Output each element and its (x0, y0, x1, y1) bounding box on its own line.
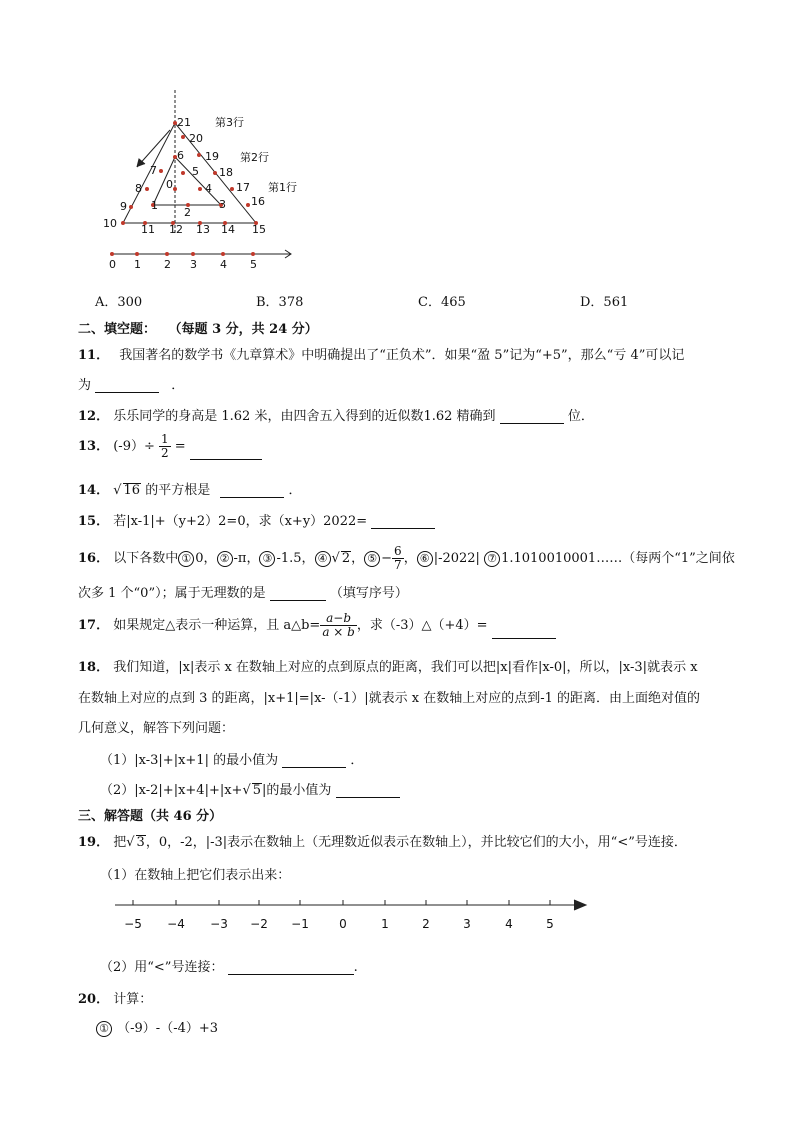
q15 (78, 510, 435, 529)
q14-tail: ． (288, 483, 302, 498)
section2-heading (78, 318, 318, 337)
q16-mark-4: ④ (315, 551, 331, 567)
q16-line2-tail: （填写序号） (329, 586, 408, 601)
q20-item1 (96, 1017, 218, 1037)
q17 (78, 612, 556, 639)
q19-number: 19． (78, 835, 110, 850)
q19-tick-m1: −1 (291, 917, 309, 931)
q12-answer-blank[interactable] (500, 409, 564, 424)
q16-mark-2: ② (217, 551, 233, 567)
row-label-2: 第2行 (240, 151, 269, 164)
triangle-number-figure (95, 85, 305, 270)
q18-sub2-sqrt: √ 5 (242, 783, 262, 798)
q16-mark-7: ⑦ (484, 551, 500, 567)
q17-post: ，求（-3）△（+4）= (356, 618, 488, 633)
q13-number: 13． (78, 439, 110, 454)
q16-number: 16． (78, 551, 110, 566)
q15-number: 15． (78, 514, 110, 529)
q13-fraction (159, 433, 171, 460)
q19-text: ，0，-2，|-3|表示在数轴上（无理数近似表示在数轴上），并比较它们的大小，用“<”号连接． (145, 835, 687, 850)
q14-number: 14． (78, 483, 110, 498)
q20 (78, 988, 152, 1007)
fig-num-5: 5 (192, 165, 199, 178)
q19-radicand: 3 (136, 835, 145, 850)
q18-sub1 (100, 749, 363, 768)
q12 (78, 405, 594, 424)
q18-sub2-pre: （2）|x-2|+|x+4|+|x+ (100, 783, 243, 798)
fig-num-15: 15 (252, 223, 266, 236)
fig-num-13: 13 (196, 223, 210, 236)
fig-num-4: 4 (205, 182, 212, 195)
q13-answer-blank[interactable] (190, 445, 262, 460)
q19-tick-m3: −3 (210, 917, 228, 931)
fig-axis-2: 2 (164, 258, 171, 270)
section2-title: 二、填空题： (78, 322, 157, 337)
q16-item-4: ， (351, 551, 365, 566)
fig-num-12: 12 (169, 223, 183, 236)
q17-number: 17． (78, 618, 110, 633)
q20-item1-text: （-9）-（-4）+3 (117, 1021, 219, 1036)
q15-text: 若|x-1|+（y+2）2=0，求（x+y）2022= (113, 514, 368, 529)
q18-number: 18． (78, 660, 110, 675)
q19-tick-m2: −2 (250, 917, 268, 931)
q19-sub2 (100, 956, 358, 975)
q16-fraction (392, 545, 404, 572)
q13 (78, 433, 262, 460)
q20-number: 20． (78, 992, 110, 1007)
fig-axis-4: 4 (220, 258, 227, 270)
q12-text: 乐乐同学的身高是 1.62 米，由四舍五入得到的近似数1.62 精确到 (113, 409, 496, 424)
row-label-1: 第1行 (268, 181, 297, 194)
fig-num-20: 20 (189, 132, 203, 145)
q18-sub2 (100, 779, 400, 798)
q11-number: 11． (78, 348, 110, 363)
q19-number-line[interactable] (110, 893, 600, 943)
fig-num-7: 7 (150, 164, 157, 177)
q19-pre: 把 (113, 835, 127, 850)
fig-num-2: 2 (184, 206, 191, 219)
q16-item-5-sign: − (381, 551, 393, 566)
q14-sqrt: √ 16 (113, 483, 141, 498)
fig-num-14: 14 (221, 223, 235, 236)
q13-frac-den: 2 (161, 446, 169, 460)
q16-item-1: 0， (195, 551, 217, 566)
q16-item-5-comma: ， (403, 551, 417, 566)
q17-frac-num: a−b (320, 612, 357, 626)
q18-sub1-tail: ． (350, 753, 364, 768)
q16-item-4-sqrt: √ 2 (331, 551, 351, 566)
q18-line3: 几何意义，解答下列问题： (78, 721, 235, 736)
q10-option-b[interactable]: B．378 (256, 295, 304, 310)
q19-tick-1: 1 (381, 917, 389, 931)
fig-axis-5: 5 (250, 258, 257, 270)
q19-tick-2: 2 (422, 917, 430, 931)
fig-num-17: 17 (236, 181, 250, 194)
q14-text: 的平方根是 (145, 483, 211, 498)
q19-tick-4: 4 (505, 917, 513, 931)
row-label-3: 第3行 (215, 116, 244, 129)
q17-fraction (320, 612, 357, 639)
q12-number: 12． (78, 409, 110, 424)
q19-tick-3: 3 (463, 917, 471, 931)
fig-num-21: 21 (177, 116, 191, 129)
fig-num-3: 3 (219, 198, 226, 211)
q18-line1: 我们知道，|x|表示 x 在数轴上对应的点到原点的距离，我们可以把|x|看作|x-0|，所以，|x-3|就表示 x (113, 660, 698, 675)
q14-answer-blank[interactable] (220, 483, 284, 498)
q16-mark-1: ① (178, 551, 194, 567)
q19-sub2-text: （2）用“<”号连接： (100, 960, 224, 975)
q19-sub1: （1）在数轴上把它们表示出来： (100, 868, 291, 883)
q19-tick-m4: −4 (167, 917, 185, 931)
q19-sub2-tail: . (353, 960, 358, 975)
q13-post: = (174, 439, 186, 454)
q18-sub2-post: |的最小值为 (262, 783, 332, 798)
fig-num-10: 10 (103, 217, 117, 230)
q16-frac-den: 7 (394, 558, 402, 572)
q18-sub1-text: （1）|x-3|+|x+1| 的最小值为 (100, 753, 279, 768)
fig-num-18: 18 (219, 166, 233, 179)
q16-mark-5: ⑤ (364, 551, 380, 567)
q16-radicand: 2 (341, 551, 351, 566)
q13-pre: (-9）÷ (113, 439, 155, 454)
q12-tail: 位． (567, 409, 594, 424)
fig-axis-0: 0 (109, 258, 116, 270)
q20-text: 计算： (113, 992, 153, 1007)
q17-pre: 如果规定△表示一种运算，且 a△b= (113, 618, 321, 633)
fig-num-0: 0 (166, 178, 173, 191)
q18-sub2-blank[interactable] (336, 783, 400, 798)
fig-num-16: 16 (251, 195, 265, 208)
q16-item-7: 1.1010010001……（每两个“1”之间依 (501, 551, 735, 566)
q16-line2-text: 次多 1 个“0”）；属于无理数的是 (78, 586, 266, 601)
q19-tick-5: 5 (546, 917, 554, 931)
q10-option-d[interactable]: D．561 (580, 295, 629, 310)
fig-num-19: 19 (205, 150, 219, 163)
q16 (78, 545, 735, 572)
q18 (78, 656, 698, 675)
q16-item-6: |-2022| (433, 551, 480, 566)
q16-frac-num: 6 (394, 544, 402, 558)
q11-line2 (78, 374, 184, 393)
q11-answer-blank[interactable] (95, 378, 159, 393)
q16-pre: 以下各数中 (113, 551, 179, 566)
fig-num-11: 11 (141, 223, 155, 236)
q18-sub1-blank[interactable] (282, 753, 346, 768)
q18-sub2-radicand: 5 (252, 783, 262, 798)
q13-frac-num: 1 (161, 432, 169, 446)
fig-num-1: 1 (151, 199, 158, 212)
q19-sub2-blank[interactable] (228, 960, 354, 975)
q19-tick-m5: −5 (124, 917, 142, 931)
fig-num-6: 6 (177, 149, 184, 162)
q11-text: 我国著名的数学书《九章算术》中明确提出了“正负术”．如果“盈 5”记为“+5”，那么“亏 4”可以记 (119, 348, 685, 363)
q16-mark-6: ⑥ (417, 551, 433, 567)
fig-num-9: 9 (120, 200, 127, 213)
q16-answer-blank[interactable] (270, 586, 326, 601)
section2-note: （每题 3 分，共 24 分） (168, 322, 318, 337)
q10-option-a[interactable]: A．300 (95, 295, 143, 310)
q20-item1-mark: ① (96, 1021, 112, 1037)
q17-frac-den: a × b (322, 625, 355, 639)
fig-num-8: 8 (135, 182, 142, 195)
q16-item-3: -1.5， (276, 551, 315, 566)
q16-mark-3: ③ (259, 551, 275, 567)
q15-answer-blank[interactable] (371, 514, 435, 529)
q11-tail: ． (171, 378, 185, 393)
q10-option-c[interactable]: C．465 (418, 295, 466, 310)
q14-radicand: 16 (123, 483, 141, 498)
fig-axis-1: 1 (134, 258, 141, 270)
q11-prefix: 为 (78, 378, 92, 393)
fig-axis-3: 3 (190, 258, 197, 270)
q19-tick-0: 0 (339, 917, 347, 931)
q19-sqrt: √ 3 (126, 835, 145, 850)
q11 (78, 344, 684, 363)
q16-line2 (78, 582, 408, 601)
q16-item-2: -π， (233, 551, 260, 566)
q14 (78, 479, 302, 498)
section3-title: 三、解答题（共 46 分） (78, 809, 223, 824)
q18-line2: 在数轴上对应的点到 3 的距离，|x+1|=|x-（-1）|就表示 x 在数轴上对应的点到-1 的距离．由上面绝对值的 (78, 691, 700, 706)
q17-answer-blank[interactable] (492, 624, 556, 639)
q19 (78, 831, 687, 850)
